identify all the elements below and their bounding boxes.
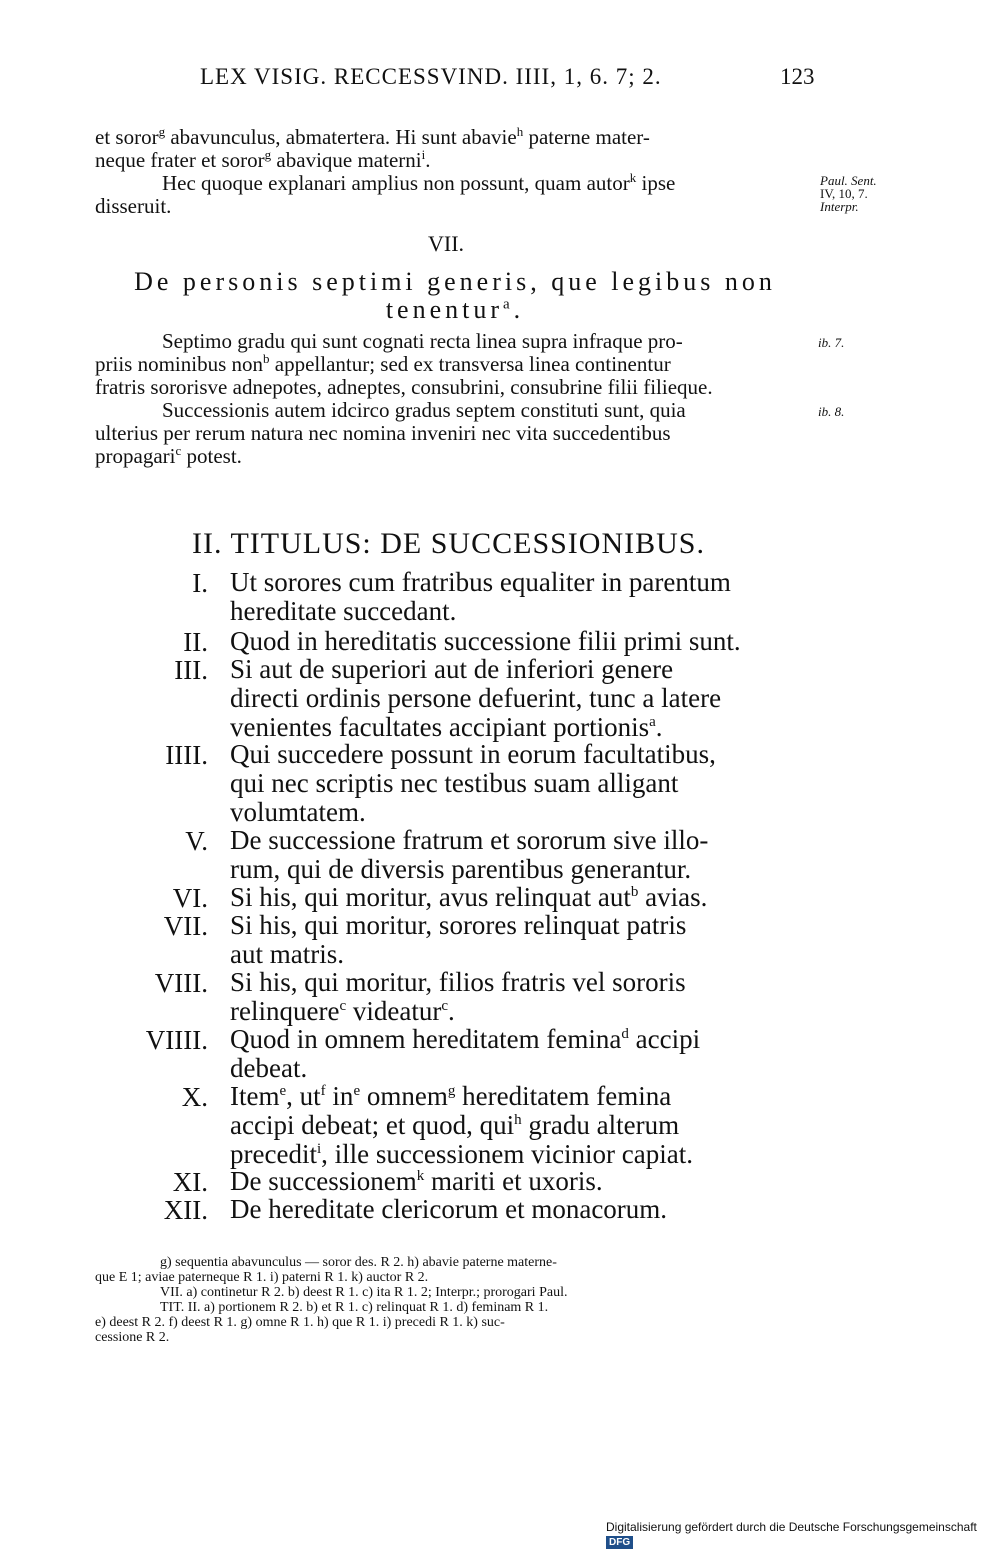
text: abavunculus, abmatertera. Hi sunt abavie — [165, 125, 517, 149]
text: mariti et uxoris. — [424, 1166, 603, 1196]
margin-note-line: Paul. Sent. — [820, 173, 877, 188]
text: . — [425, 148, 431, 172]
chapter-line: debeat. — [230, 1053, 308, 1083]
text: propagari — [95, 444, 176, 468]
footnote-ref: k — [629, 170, 637, 185]
chapter-number: II. — [183, 627, 208, 657]
chapter-line: Quod in hereditatis successione filii primi sunt. — [230, 626, 741, 656]
chapter-number: VII. — [163, 911, 208, 941]
footnote-line: TIT. II. a) portionem R 2. b) et R 1. c) relinquat R 1. d) feminam R 1. — [160, 1300, 549, 1315]
chapter-entry — [230, 568, 812, 626]
section-title-line-1: De personis septimi generis, que legibus non — [134, 267, 776, 296]
footnote-ref: g — [158, 124, 166, 139]
chapter-number: XI. — [172, 1167, 208, 1197]
paragraph-2-line-1 — [95, 172, 815, 195]
footnote-ref: b — [263, 351, 270, 366]
chapter-number: X. — [181, 1082, 208, 1112]
paragraph-4 — [95, 399, 815, 468]
footnote-ref: i — [316, 1141, 322, 1157]
footnote-ref: a — [503, 296, 514, 313]
footnote-ref: b — [630, 884, 639, 900]
text: priis nominibus non — [95, 352, 264, 376]
footnote-line: g) sequentia abavunculus — soror des. R 2. h) abavie paterne materne- — [160, 1255, 557, 1270]
text: accipi — [628, 1024, 701, 1054]
chapter-line — [230, 883, 812, 912]
chapter-line — [230, 997, 812, 1026]
chapter-number: IIII. — [165, 740, 208, 770]
text: . — [513, 295, 525, 324]
text: omnem — [360, 1081, 448, 1111]
footnote-ref: g — [264, 147, 272, 162]
text: . — [448, 996, 455, 1026]
dfg-logo: DFG — [606, 1536, 633, 1549]
margin-note-1 — [820, 174, 877, 213]
text: relinquere — [230, 996, 340, 1026]
text: hereditatem femina — [455, 1081, 672, 1111]
chapter-line: rum, qui de diversis parentibus generantur. — [230, 854, 692, 884]
chapter-line: directi ordinis persone defuerint, tunc a latere — [230, 683, 722, 713]
text: accipi debeat; et quod, qui — [230, 1110, 515, 1140]
footnote-ref: a — [649, 714, 656, 730]
chapter-line: De successione fratrum et sororum sive illo- — [230, 825, 709, 855]
chapter-line: De hereditate clericorum et monacorum. — [230, 1194, 668, 1224]
text: abavique materni — [271, 148, 422, 172]
margin-note-line: Interpr. — [820, 199, 859, 214]
page-number: 123 — [780, 64, 815, 89]
titulus-heading: II. TITULUS: DE SUCCESSIONIBUS. — [192, 527, 705, 560]
chapter-number: VI. — [172, 883, 208, 913]
chapter-line: Qui succedere possunt in eorum facultatibus, — [230, 739, 716, 769]
paragraph-3-line-1: Septimo gradu qui sunt cognati recta linea supra infraque pro- — [162, 329, 683, 353]
text: , ille successionem vicinior capiat. — [321, 1139, 694, 1169]
text: paterne mater- — [523, 125, 650, 149]
chapter-line — [230, 1025, 812, 1054]
paragraph-4-line-3 — [95, 445, 815, 468]
chapter-line: Si his, qui moritur, filios fratris vel sororis — [230, 967, 686, 997]
chapter-line: Si his, qui moritur, sorores relinquat patris — [230, 910, 687, 940]
paragraph-3-line-2 — [95, 353, 815, 376]
text: Item — [230, 1081, 280, 1111]
text: , ut — [286, 1081, 321, 1111]
paragraph-2 — [95, 172, 815, 218]
chapter-entry — [230, 740, 812, 827]
chapter-entry — [230, 1195, 812, 1224]
chapter-entry — [230, 655, 812, 742]
text: potest. — [181, 444, 242, 468]
chapter-line — [230, 713, 812, 742]
footnote-ref: h — [516, 124, 524, 139]
margin-note-2: ib. 7. — [818, 335, 845, 350]
chapter-entry — [230, 1167, 812, 1196]
text: gradu alterum — [521, 1110, 680, 1140]
chapter-line: hereditate succedant. — [230, 596, 457, 626]
chapter-line — [230, 1140, 812, 1169]
chapter-number: VIIII. — [145, 1025, 208, 1055]
text: ipse — [636, 171, 676, 195]
chapter-number: I. — [192, 568, 208, 598]
section-title — [90, 268, 820, 324]
footnote-ref: i — [421, 147, 426, 162]
paragraph-3-line-3: fratris sororisve adnepotes, adneptes, consubrini, consubrine filii filieque. — [95, 375, 713, 399]
paragraph-1 — [95, 126, 815, 172]
chapter-entry — [230, 1025, 812, 1083]
text: videatur — [346, 996, 442, 1026]
text: . — [655, 712, 663, 742]
footnote-ref: k — [416, 1168, 425, 1184]
footnote-line: VII. a) continetur R 2. b) deest R 1. c) ita R 1. 2; Interpr.; prorogari Paul. — [160, 1285, 568, 1300]
footnotes — [95, 1255, 820, 1345]
footnote-line: que E 1; aviae paterneque R 1. i) paterni R 1. k) auctor R 2. — [95, 1270, 429, 1285]
footnote-line: e) deest R 2. f) deest R 1. g) omne R 1. h) que R 1. i) precedi R 1. k) suc- — [95, 1315, 505, 1330]
text: Si his, qui moritur, avus relinquat aut — [230, 882, 631, 912]
chapter-number: VIII. — [154, 968, 208, 998]
margin-note-line: IV, 10, 7. — [820, 186, 868, 201]
text: appellantur; sed ex transversa linea continentur — [269, 352, 671, 376]
chapter-line: Si aut de superiori aut de inferiori genere — [230, 654, 674, 684]
footnote-ref: d — [621, 1026, 629, 1042]
chapter-number: III. — [174, 655, 208, 685]
footnote-ref: e — [279, 1083, 287, 1099]
footnote-ref: e — [353, 1083, 361, 1099]
chapter-line: aut matris. — [230, 939, 344, 969]
footnote-ref: f — [320, 1083, 326, 1099]
section-title-line-2 — [90, 296, 820, 324]
text: in — [325, 1081, 354, 1111]
running-title: LEX VISIG. RECCESSVIND. IIII, 1, 6. 7; 2. — [200, 64, 662, 89]
text: et soror — [95, 125, 159, 149]
paragraph-1-line-1 — [95, 126, 815, 149]
paragraph-2-line-2: disseruit. — [95, 194, 172, 218]
digitization-text: Digitalisierung gefördert durch die Deutsche Forschungsgemeinschaft — [606, 1520, 977, 1534]
paragraph-3 — [95, 330, 815, 399]
section-numeral: VII. — [428, 231, 465, 256]
footnote-ref: g — [447, 1083, 456, 1099]
chapter-line: Ut sorores cum fratribus equaliter in parentum — [230, 567, 731, 597]
chapter-line — [230, 1082, 812, 1111]
footnote-ref: c — [441, 998, 448, 1014]
chapter-entry — [230, 826, 812, 884]
chapter-entry — [230, 968, 812, 1026]
paragraph-4-line-2: ulterius per rerum natura nec nomina inveniri nec vita succedentibus — [95, 421, 671, 445]
text: neque frater et soror — [95, 148, 265, 172]
margin-note-3: ib. 8. — [818, 404, 845, 419]
chapter-line — [230, 1111, 812, 1140]
chapter-entry — [230, 1082, 812, 1169]
chapter-line: volumtatem. — [230, 797, 366, 827]
footnote-ref: c — [339, 998, 347, 1014]
footnote-ref: c — [175, 443, 182, 458]
text: Hec quoque explanari amplius non possunt, quam autor — [162, 171, 630, 195]
paragraph-4-line-1: Successionis autem idcirco gradus septem constituti sunt, quia — [162, 398, 686, 422]
text: precedit — [230, 1139, 317, 1169]
footnote-line: cessione R 2. — [95, 1330, 170, 1345]
text: De successionem — [230, 1166, 417, 1196]
paragraph-1-line-2 — [95, 149, 815, 172]
text: Quod in omnem hereditatem femina — [230, 1024, 622, 1054]
footnote-ref: h — [514, 1112, 522, 1128]
text: tenentur — [385, 295, 503, 324]
chapter-entry — [230, 627, 812, 656]
chapter-number: V. — [185, 826, 208, 856]
chapter-line — [230, 1167, 812, 1196]
chapter-entry — [230, 883, 812, 912]
chapter-number: XII. — [163, 1195, 208, 1225]
text: avias. — [638, 882, 708, 912]
text: venientes facultates accipiant portionis — [230, 712, 650, 742]
chapter-line: qui nec scriptis nec testibus suam alligant — [230, 768, 679, 798]
digitization-note — [606, 1520, 1000, 1548]
chapter-entry — [230, 911, 812, 969]
